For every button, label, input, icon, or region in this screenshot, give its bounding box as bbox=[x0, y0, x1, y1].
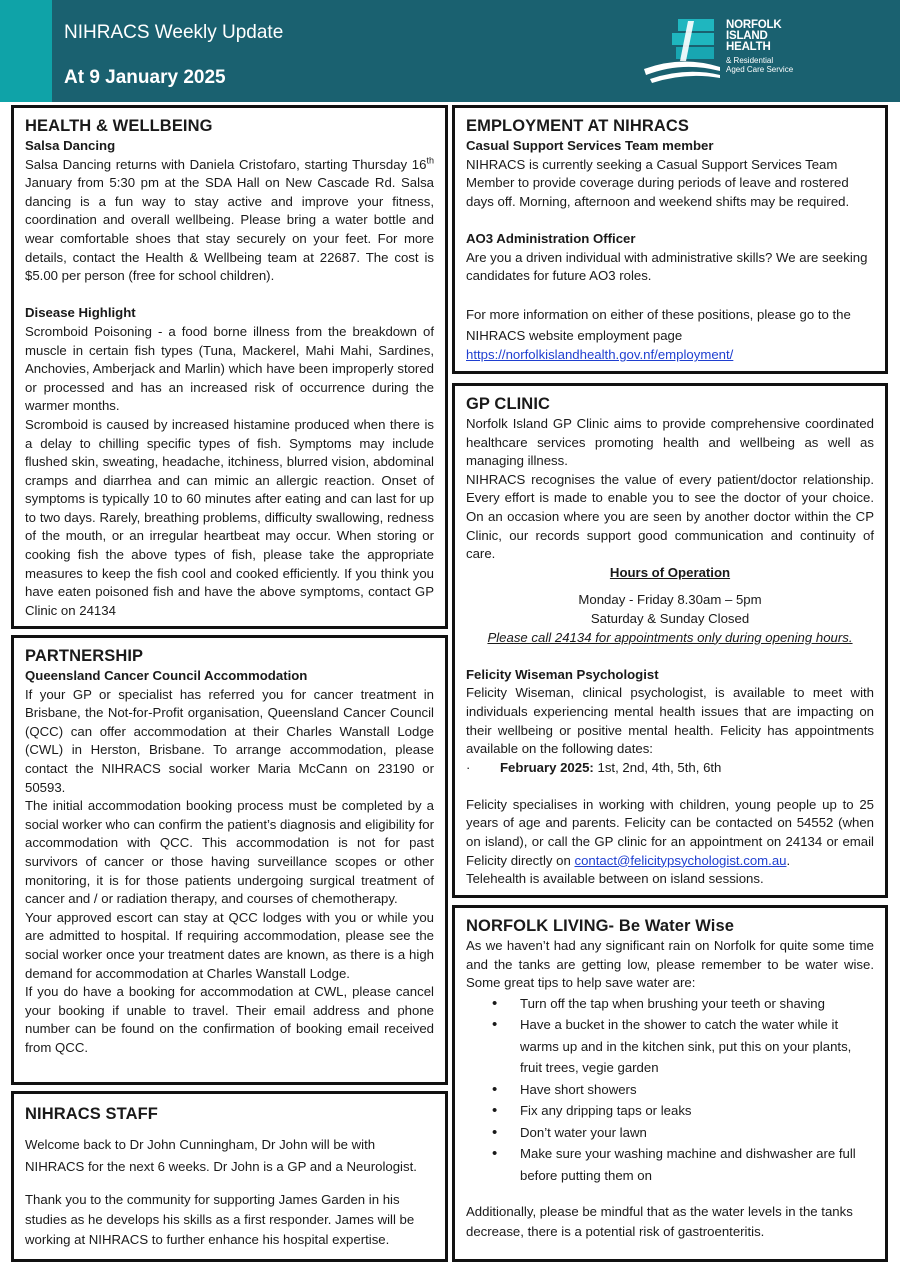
paragraph: Thank you to the community for supporting James Garden in his studies as he develops his skills as a first responder. James will be working at NIHRACS to further enhance his hospital expertise. bbox=[25, 1192, 415, 1247]
section-heading: NORFOLK LIVING- Be Water Wise bbox=[466, 917, 734, 935]
list-item: • Have a bucket in the shower to catch the water while it warms up and in the kitchen sink, put this on your plants, fruit trees, vegie garden bbox=[492, 1014, 874, 1079]
hours-weekend: Saturday & Sunday Closed bbox=[590, 610, 750, 626]
hours-note: Please call 24134 for appointments only during opening hours. bbox=[487, 629, 853, 645]
section-heading: HEALTH & WELLBEING bbox=[25, 117, 213, 135]
subheading: Disease Highlight bbox=[25, 305, 136, 321]
hours-weekday: Monday - Friday 8.30am – 5pm bbox=[578, 592, 762, 608]
paragraph: If you do have a booking for accommodation at CWL, please cancel your booking if unable to travel. Their email address and phone number can be found on the confirmation of booking email received from QCC. bbox=[25, 984, 434, 1055]
paragraph: The initial accommodation booking process must be completed by a social worker who can confirm the patient’s diagnosis and eligibility for accommodation with QCC. This accommodation is not for past survivors of cancer or those having surveillance scopes or other monitoring, it is for those patients undergoing surgical treatment of cancer and / or radiation therapy, and courses of chemotherapy. bbox=[25, 798, 434, 907]
paragraph: Scromboid Poisoning - a food borne illness from the breakdown of muscle in certain fish types (Tuna, Mackerel, Mahi Mahi, Sardines, Anchovies, Amberjack and Marlin) which have been improperly stored or processed and has an increased risk of occurrence during the warmer months. bbox=[25, 323, 434, 414]
paragraph: If your GP or specialist has referred you for cancer treatment in Brisbane, the Not-for-Profit organisation, Queensland Cancer Council (QCC) can offer accommodation at their Charles Wanstall Lodge (CWL) in Herston, Brisbane. To arrange accommodation, please contact the NIHRACS social worker Maria McCann on 23190 or 50593. bbox=[25, 686, 434, 795]
paragraph: Telehealth is available between on island sessions. bbox=[466, 871, 764, 887]
logo-subtitle: & Residential Aged Care Service bbox=[726, 56, 794, 74]
list-item: • Turn off the tap when brushing your teeth or shaving bbox=[492, 993, 874, 1015]
paragraph: NIHRACS recognises the value of every patient/doctor relationship. Every effort is made to enable you to see the doctor of your choice. On an occasion where you are seen by another doctor within the CP Clinic, our records support good communication and continuity of care. bbox=[466, 471, 874, 562]
paragraph: Norfolk Island GP Clinic aims to provide comprehensive coordinated healthcare services promoting health and wellbeing as well as managing illness. bbox=[466, 416, 874, 469]
paragraph: As we haven’t had any significant rain on Norfolk for quite some time and the tanks are getting low, please remember to be water wise. Some great tips to help save water are: bbox=[466, 938, 874, 991]
logo-wordmark: NORFOLK ISLAND HEALTH bbox=[726, 19, 782, 53]
section-heading: NIHRACS STAFF bbox=[25, 1105, 158, 1123]
paragraph: Are you a driven individual with administrative skills? We are seeking candidates for future AO3 roles. bbox=[466, 249, 868, 284]
salsa-paragraph: Salsa Dancing returns with Daniela Cristofaro, starting Thursday 16th January from 5:30 pm at the SDA Hall on New Cascade Rd. Salsa dancing is a fun way to stay active and improve your fitness, coordination and overall wellbeing. Please bring a water bottle and wear comfortable shoes that stay securely on your feet. For more details, contact the Health & Wellbeing team at 22687. The cost is $5.00 per person (free for school children). bbox=[25, 155, 434, 284]
water-tips-list bbox=[492, 993, 874, 1187]
newsletter-date: At 9 January 2025 bbox=[64, 67, 226, 88]
paragraph: Felicity Wiseman, clinical psychologist, is available to meet with individuals experiencing mental health issues that are impacting on their wellbeing or positive mental health. Felicity has appointments available on the following dates: bbox=[466, 685, 874, 757]
paragraph: Additionally, please be mindful that as the water levels in the tanks decrease, there is a potential risk of gastroenteritis. bbox=[466, 1204, 853, 1240]
partnership-section bbox=[11, 635, 448, 1085]
staff-section bbox=[11, 1091, 448, 1262]
list-item: • Don’t water your lawn bbox=[492, 1122, 874, 1144]
subheading: Casual Support Services Team member bbox=[466, 138, 714, 153]
employment-page-link[interactable]: https://norfolkislandhealth.gov.nf/employment/ bbox=[466, 347, 734, 363]
psychologist-email-link[interactable]: contact@felicitypsychologist.com.au bbox=[574, 852, 787, 868]
subheading: AO3 Administration Officer bbox=[466, 230, 636, 246]
list-item: • Fix any dripping taps or leaks bbox=[492, 1100, 874, 1122]
employment-section bbox=[452, 105, 888, 374]
section-heading: PARTNERSHIP bbox=[25, 647, 144, 665]
gp-clinic-section bbox=[452, 383, 888, 898]
subheading: Salsa Dancing bbox=[25, 138, 116, 153]
list-item: • Have short showers bbox=[492, 1079, 874, 1101]
section-heading: GP CLINIC bbox=[466, 395, 551, 413]
health-wellbeing-section bbox=[11, 105, 448, 629]
subheading: Felicity Wiseman Psychologist bbox=[466, 666, 659, 682]
water-wise-section bbox=[452, 905, 888, 1262]
paragraph: Scromboid is caused by increased histamine produced when there is a delay to chilling specific types of fish. Symptoms may include flushed skin, sweating, headache, itchiness, blurred vision, abdominal cramps and diarrhea and can mimic an allergic reaction. Onset of symptoms is typically 10 to 60 minutes after eating and can last for up to two days. Rarely, breathing problems, difficulty swallowing, redness of the mouth, or an irregular heartbeat may occur. When storing or cooking fish the above types of fish, please take the appropriate measures to keep the fish cool and cooked efficiently. If you think you have eaten poisoned fish and have the above symptoms, contact GP Clinic on 24134 bbox=[25, 416, 434, 618]
appointment-dates: · February 2025: 1st, 2nd, 4th, 5th, 6th bbox=[466, 759, 722, 775]
header-banner bbox=[0, 0, 900, 102]
subheading: Queensland Cancer Council Accommodation bbox=[25, 668, 308, 683]
section-heading: EMPLOYMENT AT NIHRACS bbox=[466, 117, 690, 135]
paragraph: Welcome back to Dr John Cunningham, Dr John will be with NIHRACS for the next 6 weeks. Dr John is a GP and a Neurologist. bbox=[25, 1137, 417, 1174]
list-item: • Make sure your washing machine and dishwasher are full before putting them on bbox=[492, 1143, 874, 1186]
paragraph: Felicity specialises in working with children, young people up to 25 years of age and parents. Felicity can be contacted on 54552 (when on island), or call the GP clinic for an appointment on 24134 or email Felicity directly on contact@felicitypsychologist.com.au. bbox=[466, 796, 874, 868]
paragraph: NIHRACS is currently seeking a Casual Support Services Team Member to provide coverage during periods of leave and rostered days off. Morning, afternoon and weekend shifts may be required. bbox=[466, 156, 850, 209]
header-accent-bar bbox=[0, 0, 52, 102]
paragraph: For more information on either of these positions, please go to the NIHRACS website employment page bbox=[466, 307, 851, 344]
hours-title: Hours of Operation bbox=[609, 564, 731, 580]
newsletter-title: NIHRACS Weekly Update bbox=[64, 22, 284, 43]
paragraph: Your approved escort can stay at QCC lodges with you or while you are admitted to hospital. If requiring accommodation, please see the social worker once your treatment dates are known, as there is a high demand for accommodation at Charles Wanstall Lodge. bbox=[25, 909, 434, 981]
